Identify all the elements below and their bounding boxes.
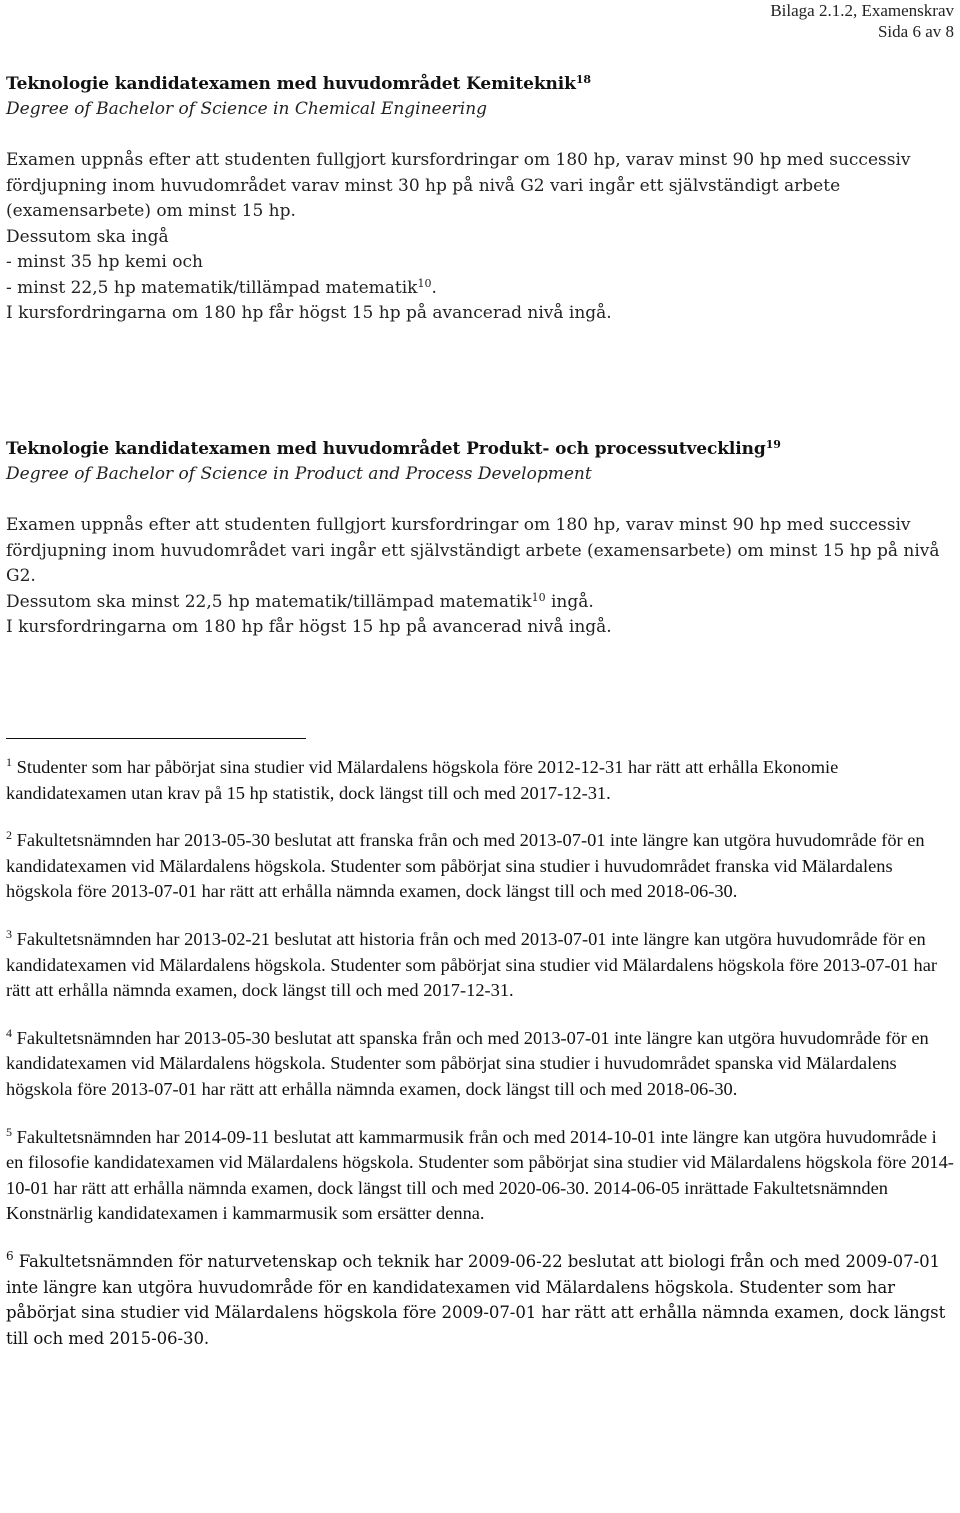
- footnote-text: Studenter som har påbörjat sina studier vid Mälardalens högskola före 2012-12-31 har rätt att erhålla Ekonomie kandidatexamen utan krav på 15 hp statistik, dock längst till och med 2017-12-31.: [6, 757, 839, 803]
- footnote-number: 2: [6, 828, 12, 843]
- section-title: [6, 72, 956, 97]
- section-subtitle: Degree of Bachelor of Science in Product and Process Development: [6, 464, 592, 484]
- advanced-level-note: I kursfordringarna om 180 hp får högst 15 hp på avancerad nivå ingå.: [6, 303, 612, 323]
- requirements-line-end: ingå.: [545, 591, 594, 612]
- footnotes: [6, 755, 954, 1373]
- footnote-number: 1: [6, 755, 12, 769]
- requirements-line: [6, 276, 956, 302]
- footnote-number: 4: [6, 1025, 12, 1040]
- footnote-text: Fakultetsnämnden har 2013-05-30 beslutat att franska från och med 2013-07-01 inte längre kan utgöra huvudområde för en kandidatexamen vid Mälardalens högskola. Studenter som påbörjat sina studier i huvudområdet franska vid Mälardalens högskola före 2013-07-01 har rätt att erhålla nämnda examen, dock längst till och med 2018-06-30.: [6, 830, 925, 902]
- footnote-separator: [6, 738, 306, 739]
- section-title: [6, 437, 956, 462]
- footnote-number: 5: [6, 1124, 12, 1139]
- footnote-ref: 10: [531, 590, 546, 604]
- page-header: [770, 0, 954, 42]
- footnote-ref: 19: [765, 438, 781, 451]
- requirements-line: Dessutom ska ingå: [6, 226, 169, 247]
- requirements-text: [6, 148, 956, 327]
- punctuation: .: [431, 277, 437, 298]
- requirements-line-text: Dessutom ska minst 22,5 hp matematik/tillämpad matematik: [6, 591, 532, 612]
- footnote-1: [6, 755, 954, 806]
- footnote-number: 6: [6, 1248, 14, 1263]
- footnote-ref: 10: [417, 276, 432, 290]
- footnote-5: [6, 1125, 954, 1227]
- footnote-6: [6, 1249, 954, 1351]
- section-title-text: Teknologie kandidatexamen med huvudområdet Produkt- och processutveckling: [6, 439, 766, 459]
- degree-section-chemical-engineering: [6, 72, 956, 327]
- requirements-paragraph: Examen uppnås efter att studenten fullgjort kursfordringar om 180 hp, varav minst 90 hp med successiv fördjupning inom huvudområdet vari ingår ett självständigt arbete (examensarbete) om minst 15 hp på nivå G2.: [6, 515, 940, 586]
- requirements-line: [6, 590, 956, 616]
- requirements-line-text: - minst 22,5 hp matematik/tillämpad matematik: [6, 277, 418, 298]
- section-subtitle: Degree of Bachelor of Science in Chemical Engineering: [6, 99, 488, 119]
- footnote-ref: 18: [575, 73, 591, 86]
- footnote-text: Fakultetsnämnden har 2013-02-21 beslutat att historia från och med 2013-07-01 inte längre kan utgöra huvudområde för en kandidatexamen vid Mälardalens högskola. Studenter som påbörjat sina studier vid Mälardalens högskola före 2013-07-01 har rätt att erhålla nämnda examen, dock längst till och med 2017-12-31.: [6, 928, 938, 1001]
- footnote-3: [6, 927, 954, 1004]
- requirements-line: - minst 35 hp kemi och: [6, 252, 203, 272]
- advanced-level-note: I kursfordringarna om 180 hp får högst 15 hp på avancerad nivå ingå.: [6, 617, 612, 637]
- footnote-4: [6, 1026, 954, 1103]
- footnote-text: Fakultetsnämnden har 2013-05-30 beslutat att spanska från och med 2013-07-01 inte längre kan utgöra huvudområde för en kandidatexamen vid Mälardalens högskola. Studenter som påbörjat sina studier i huvudområdet spanska vid Mälardalens högskola före 2013-07-01 har rätt att erhålla nämnda examen, dock längst till och med 2018-06-30.: [6, 1027, 929, 1099]
- requirements-text: [6, 513, 956, 641]
- footnote-text: Fakultetsnämnden för naturvetenskap och teknik har 2009-06-22 beslutat att biologi från och med 2009-07-01 inte längre kan utgöra huvudområde för en kandidatexamen vid Mälardalens högskola. Studenter som har påbörjat sina studier vid Mälardalens högskola före 2009-07-01 har rätt att erhålla nämnda examen, dock längst till och med 2015-06-30.: [6, 1251, 946, 1348]
- footnote-2: [6, 828, 954, 905]
- footnote-text: Fakultetsnämnden har 2014-09-11 beslutat att kammarmusik från och med 2014-10-01 inte längre kan utgöra huvudområde i en filosofie kandidatexamen vid Mälardalens högskola. Studenter som påbörjat sina studier vid Mälardalens högskola före 2014-10-01 har rätt att erhålla nämnda examen, dock längst till och med 2020-06-30. 2014-06-05 inrättade Fakultetsnämnden Konstnärlig kandidatexamen i kammarmusik som ersätter denna.: [6, 1126, 954, 1224]
- requirements-paragraph: Examen uppnås efter att studenten fullgjort kursfordringar om 180 hp, varav minst 90 hp med successiv fördjupning inom huvudområdet varav minst 30 hp på nivå G2 vari ingår ett självständigt arbete (examensarbete) om minst 15 hp.: [6, 150, 911, 221]
- attachment-label: Bilaga 2.1.2, Examenskrav: [770, 1, 954, 20]
- footnote-number: 3: [6, 926, 12, 941]
- degree-section-product-process-development: [6, 437, 956, 641]
- page-number: Sida 6 av 8: [877, 22, 954, 41]
- section-title-text: Teknologie kandidatexamen med huvudområdet Kemiteknik: [6, 74, 576, 94]
